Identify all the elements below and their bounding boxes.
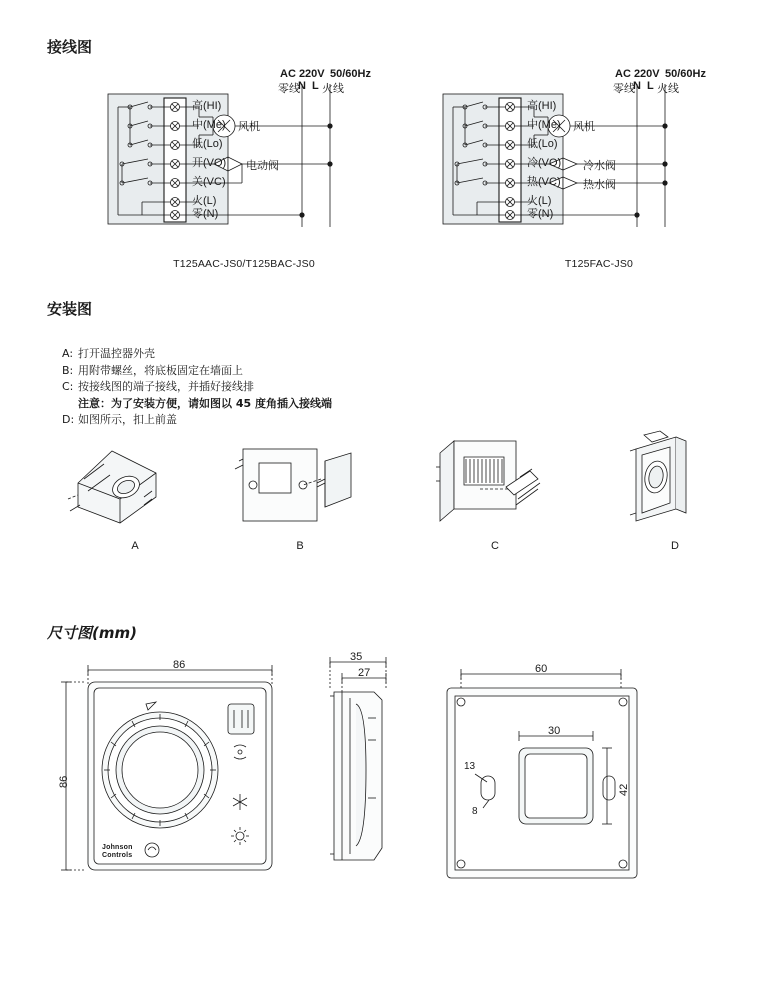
wd1-device-fan: 风机 bbox=[238, 121, 260, 133]
dimension-drawings bbox=[40, 648, 740, 948]
brand-line-2: Controls bbox=[102, 852, 133, 859]
wd2-terminal-3: 冷(VO) bbox=[527, 157, 562, 169]
wd2-device-cold-valve: 冷水阀 bbox=[583, 160, 616, 172]
install-step-0 bbox=[62, 346, 482, 363]
back-inner-width-label: 30 bbox=[548, 725, 561, 737]
wd2-supply-ac: AC 220V bbox=[615, 68, 660, 80]
section-title-dimensions: 尺寸图(mm) bbox=[47, 624, 137, 642]
install-step-1-text: 用附带螺丝，将底板固定在墙面上 bbox=[78, 363, 243, 377]
install-images bbox=[40, 425, 740, 560]
back-slot-width-label: 8 bbox=[472, 806, 478, 817]
install-steps bbox=[62, 346, 482, 429]
wiring-diagrams bbox=[47, 62, 737, 282]
install-step-0-text: 打开温控器外壳 bbox=[78, 347, 155, 360]
install-step-2-key: C: bbox=[62, 380, 74, 393]
wd1-terminal-5: 火(L) bbox=[192, 195, 217, 207]
wd2-supply-neutral-label: 零线 bbox=[613, 83, 635, 95]
wd2-supply-live-letter: L bbox=[647, 80, 654, 92]
wd1-supply-live-letter: L bbox=[312, 80, 319, 92]
wd1-terminal-3: 开(VO) bbox=[192, 157, 227, 169]
back-slot-height-label: 13 bbox=[464, 761, 476, 772]
install-note-text: 注意：为了安装方便，请如图以 45 度角插入接线端 bbox=[78, 396, 332, 410]
back-inner-height-label: 42 bbox=[618, 783, 630, 796]
wd1-terminal-2: 低(Lo) bbox=[192, 138, 223, 150]
wiring-diagram-1-caption: T125AAC-JS0/T125BAC-JS0 bbox=[173, 258, 315, 270]
wiring-diagram-2-caption: T125FAC-JS0 bbox=[564, 258, 634, 270]
wd2-device-hot-valve: 热水阀 bbox=[583, 179, 616, 191]
install-step-1 bbox=[62, 363, 482, 380]
install-step-0-key: A: bbox=[62, 347, 74, 360]
wd1-supply-neutral-letter: N bbox=[298, 80, 306, 92]
section-title-wiring: 接线图 bbox=[47, 38, 93, 56]
wiring-diagram-1 bbox=[102, 62, 442, 282]
wd2-supply-live-label: 火线 bbox=[657, 83, 679, 95]
wd1-terminal-0: 高(HI) bbox=[192, 100, 222, 112]
wd2-terminal-0: 高(HI) bbox=[527, 100, 557, 112]
wd1-supply-ac: AC 220V bbox=[280, 68, 325, 80]
wd1-device-valve: 电动阀 bbox=[246, 160, 279, 172]
wd2-supply-freq: 50/60Hz bbox=[665, 68, 706, 80]
install-step-4-text: 如图所示，扣上前盖 bbox=[78, 413, 177, 426]
wd2-terminal-5: 火(L) bbox=[527, 195, 552, 207]
install-note bbox=[62, 396, 482, 413]
front-height-label: 86 bbox=[58, 775, 70, 788]
install-image-c-label: C bbox=[491, 540, 499, 552]
install-image-a-label: A bbox=[131, 540, 139, 552]
wd1-terminal-1: 中(Me) bbox=[192, 119, 226, 131]
side-depth-inner-label: 27 bbox=[358, 667, 371, 679]
install-step-1-key: B: bbox=[62, 363, 74, 377]
wd1-terminal-6: 零(N) bbox=[192, 208, 219, 220]
install-step-2-text: 按接线图的端子接线，并插好接线排 bbox=[78, 380, 254, 393]
brand-line-1: Johnson bbox=[102, 844, 133, 851]
wd2-supply-neutral-letter: N bbox=[633, 80, 641, 92]
install-step-2 bbox=[62, 379, 482, 396]
wd1-supply-freq: 50/60Hz bbox=[330, 68, 371, 80]
back-width-label: 60 bbox=[535, 663, 548, 675]
wd2-terminal-1: 中(Me) bbox=[527, 119, 561, 131]
install-image-d-label: D bbox=[671, 540, 679, 552]
section-title-install: 安装图 bbox=[47, 300, 93, 318]
wd2-terminal-4: 热(VC) bbox=[527, 176, 561, 188]
wiring-diagram-2 bbox=[437, 62, 770, 282]
wd2-terminal-2: 低(Lo) bbox=[527, 138, 558, 150]
install-image-d bbox=[600, 425, 750, 552]
install-image-c bbox=[420, 425, 570, 552]
wd1-supply-live-label: 火线 bbox=[322, 83, 344, 95]
wd1-terminal-4: 关(VC) bbox=[192, 176, 226, 188]
wd1-supply-neutral-label: 零线 bbox=[278, 83, 300, 95]
wd2-terminal-6: 零(N) bbox=[527, 208, 554, 220]
install-image-b-label: B bbox=[296, 540, 304, 552]
install-image-a bbox=[60, 425, 210, 552]
wd2-device-fan: 风机 bbox=[573, 121, 595, 133]
front-width-label: 86 bbox=[173, 659, 186, 671]
install-image-b bbox=[225, 425, 375, 552]
install-step-4-key: D: bbox=[62, 413, 75, 426]
side-depth-outer-label: 35 bbox=[350, 651, 363, 663]
